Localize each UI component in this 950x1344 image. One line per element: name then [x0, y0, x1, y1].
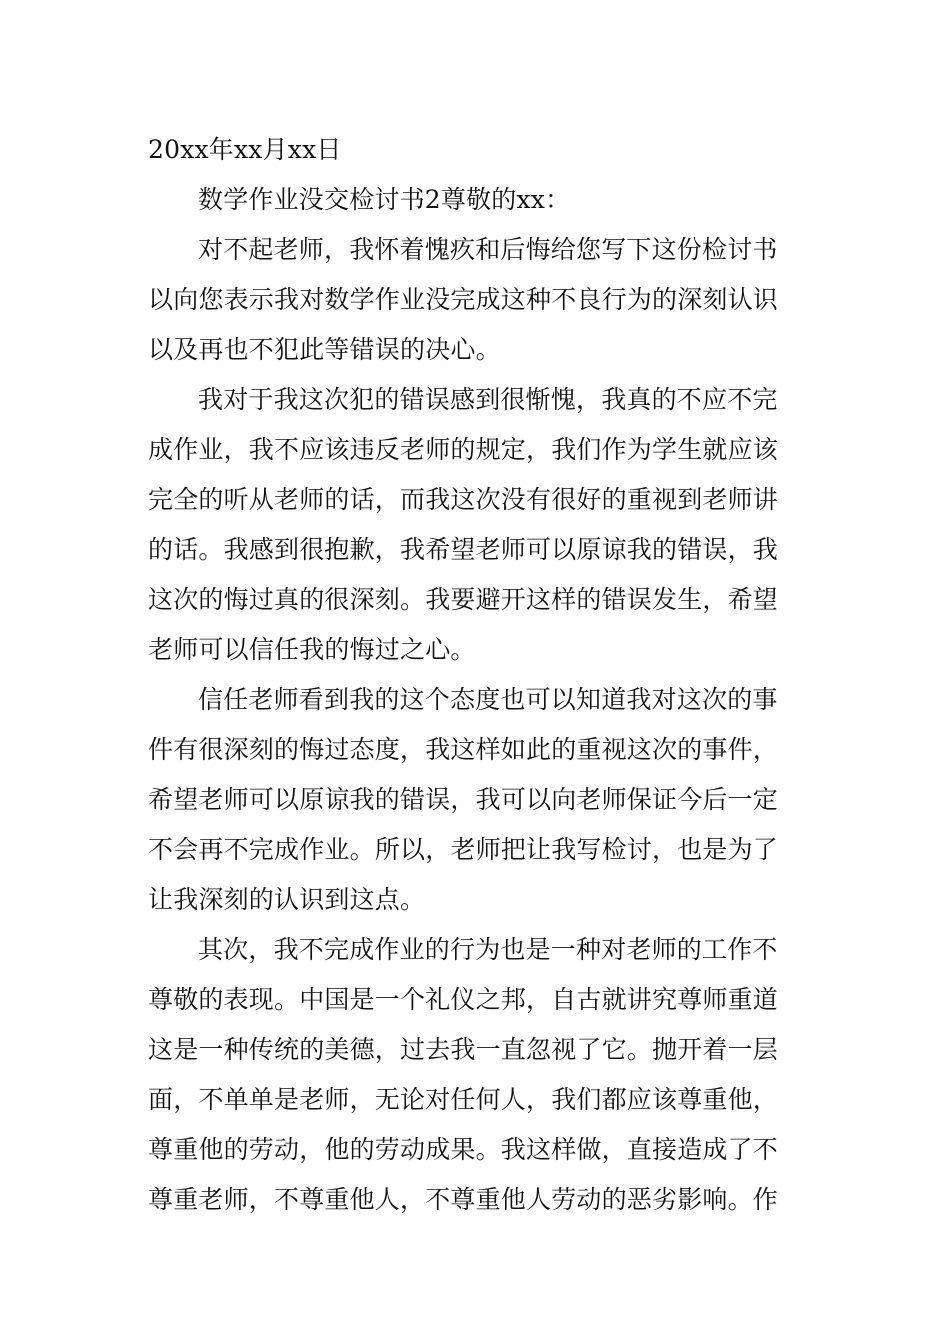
paragraph-4-line-3: 这是一种传统的美德，过去我一直忽视了它。抛开着一层	[148, 1035, 779, 1064]
paragraph-3-line-1: 信任老师看到我的这个态度也可以知道我对这次的事	[198, 685, 778, 714]
paragraph-4-line-1: 其次，我不完成作业的行为也是一种对老师的工作不	[198, 935, 778, 964]
paragraph-2-line-3: 完全的听从老师的话，而我这次没有很好的重视到老师讲	[148, 485, 779, 514]
paragraph-3-line-2: 件有很深刻的悔过态度，我这样如此的重视这次的事件，	[148, 735, 779, 764]
paragraph-3-line-5: 让我深刻的认识到这点。	[148, 885, 426, 914]
paragraph-2-line-2: 成作业，我不应该违反老师的规定，我们作为学生就应该	[148, 435, 779, 464]
paragraph-1-line-1: 对不起老师，我怀着愧疚和后悔给您写下这份检讨书	[198, 235, 778, 264]
paragraph-1-line-2: 以向您表示我对数学作业没完成这种不良行为的深刻认识	[148, 285, 779, 314]
paragraph-2-line-5: 这次的悔过真的很深刻。我要避开这样的错误发生，希望	[148, 585, 779, 614]
paragraph-4-line-4: 面，不单单是老师，无论对任何人，我们都应该尊重他，	[148, 1085, 779, 1114]
paragraph-3-line-4: 不会再不完成作业。所以，老师把让我写检讨，也是为了	[148, 835, 779, 864]
paragraph-2-line-6: 老师可以信任我的悔过之心。	[148, 635, 476, 664]
paragraph-2-line-4: 的话。我感到很抱歉，我希望老师可以原谅我的错误，我	[148, 535, 779, 564]
paragraph-2-line-1: 我对于我这次犯的错误感到很惭愧，我真的不应不完	[198, 385, 778, 414]
paragraph-1-line-3: 以及再也不犯此等错误的决心。	[148, 335, 501, 364]
paragraph-4-line-6: 尊重老师，不尊重他人，不尊重他人劳动的恶劣影响。作	[148, 1185, 779, 1214]
document-date: 20xx年xx月xx日	[148, 135, 342, 164]
document-heading-line: 数学作业没交检讨书2尊敬的xx：	[198, 185, 571, 214]
paragraph-4-line-5: 尊重他的劳动，他的劳动成果。我这样做，直接造成了不	[148, 1135, 779, 1164]
paragraph-4-line-2: 尊敬的表现。中国是一个礼仪之邦，自古就讲究尊师重道	[148, 985, 779, 1014]
paragraph-3-line-3: 希望老师可以原谅我的错误，我可以向老师保证今后一定	[148, 785, 779, 814]
